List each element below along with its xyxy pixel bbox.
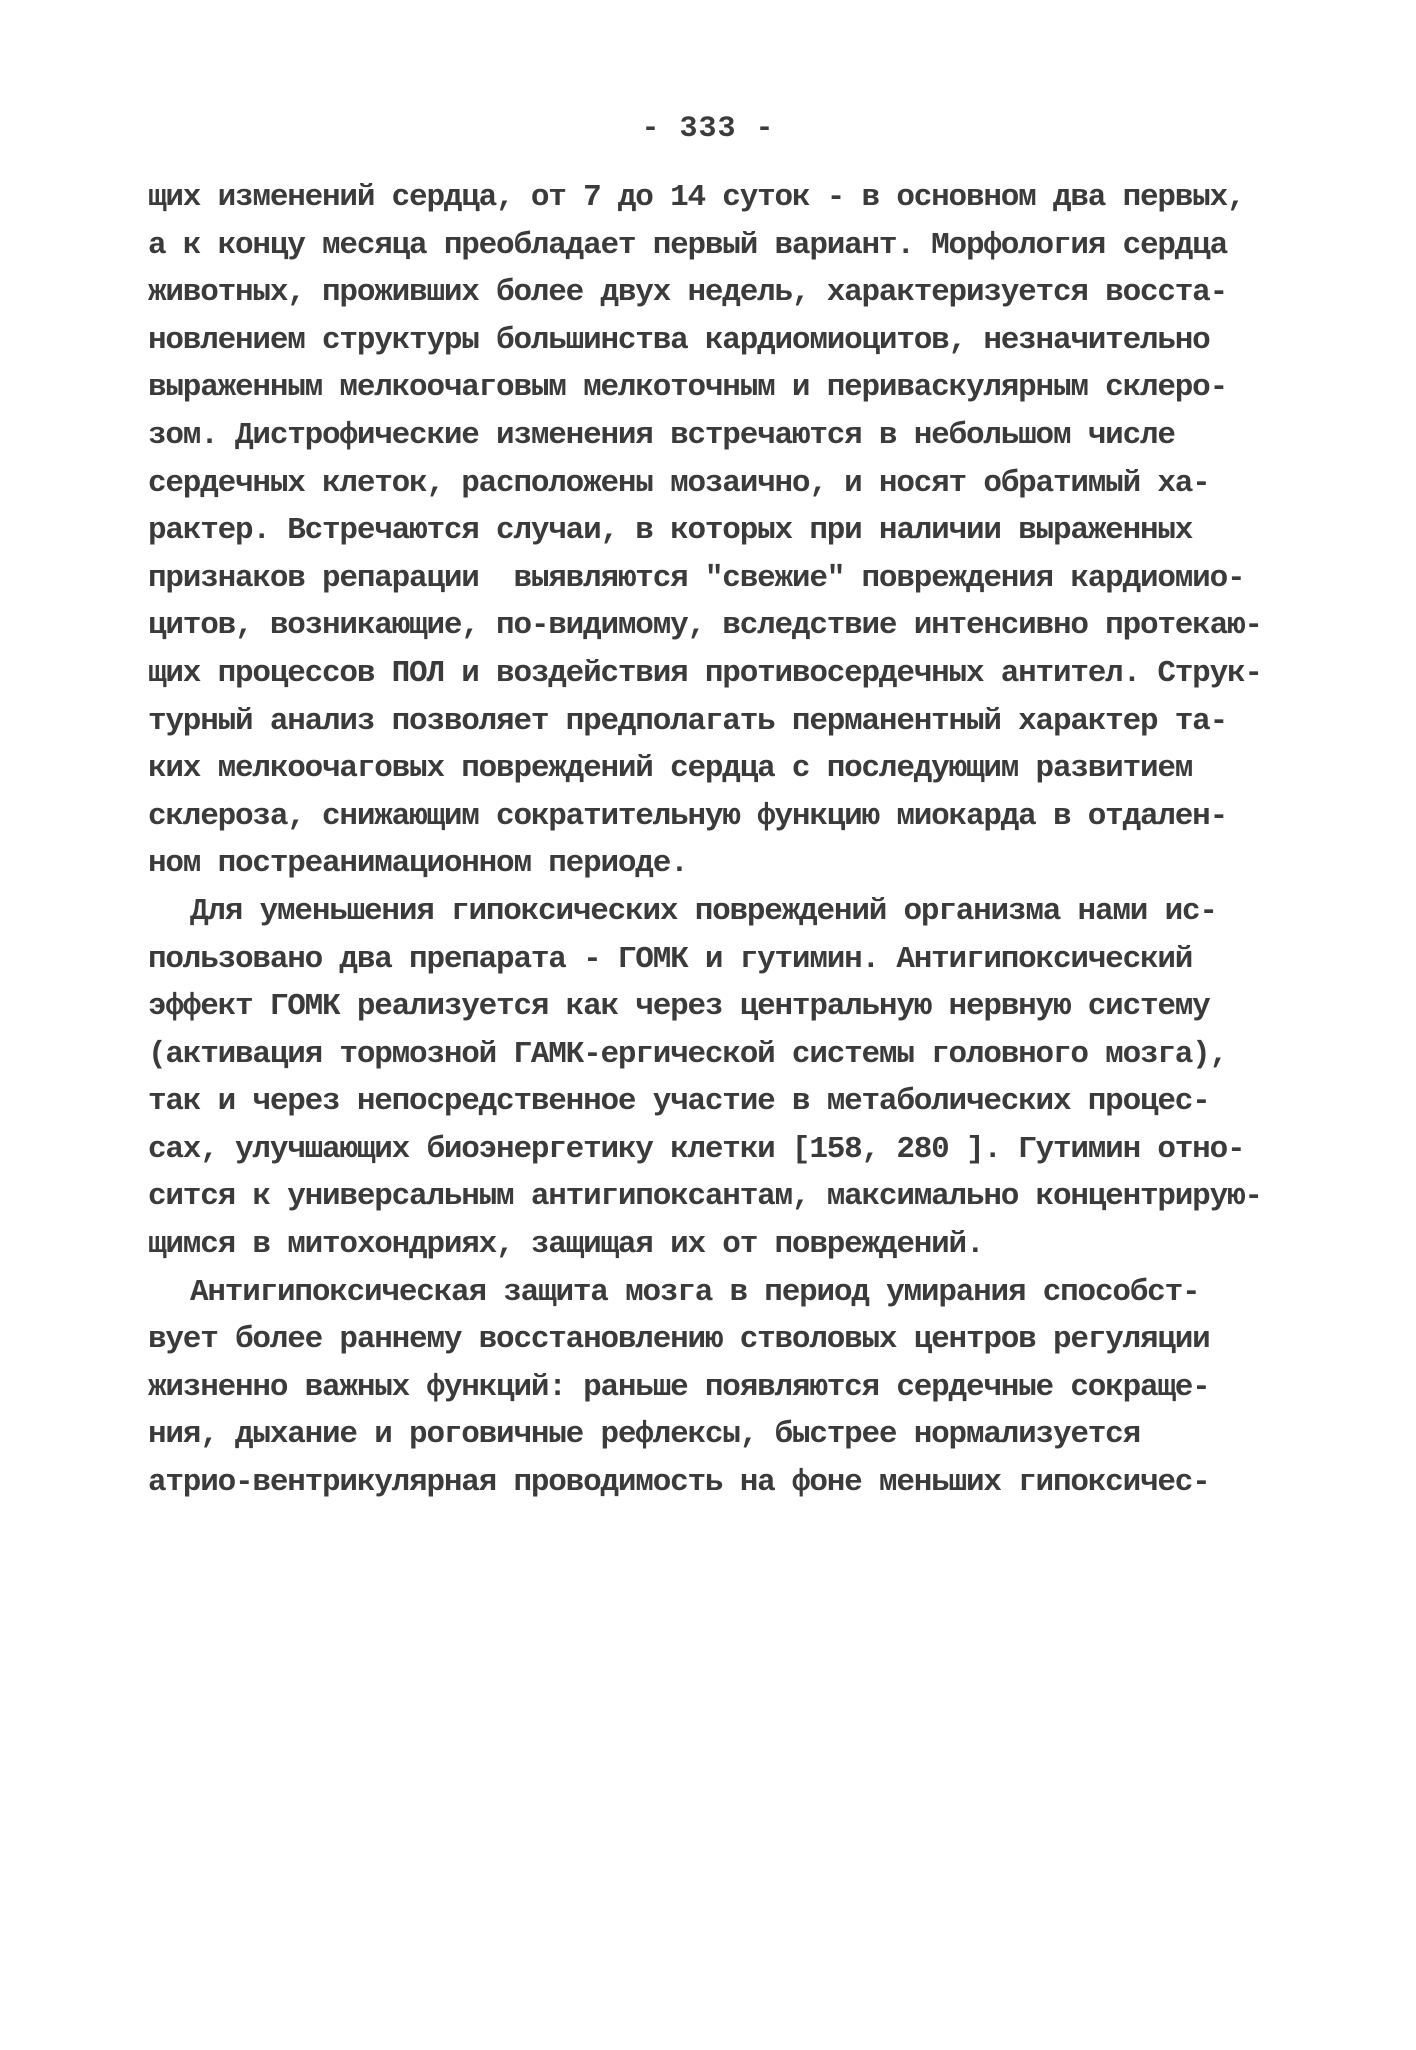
text-line: вует более раннему восстановлению стволовых центров регуляции — [148, 1322, 1210, 1358]
text-line: сах, улучшающих биоэнергетику клетки [158, 280 ]. Гутимин отно- — [148, 1131, 1245, 1167]
text-line: щимся в митохондриях, защищая их от повреждений. — [148, 1227, 984, 1263]
paragraph-1 — [148, 174, 1298, 888]
text-line: (активация тормозной ГАМК-ергической системы головного мозга), — [148, 1036, 1227, 1072]
text-line: цитов, возникающие, по-видимому, вследствие интенсивно протекаю- — [148, 608, 1262, 644]
text-line: жизненно важных функций: раньше появляются сердечные сокраще- — [148, 1369, 1210, 1405]
text-line: признаков репарации выявляются "свежие" повреждения кардиомио- — [148, 560, 1245, 596]
text-line: щих процессов ПОЛ и воздействия противосердечных антител. Струк- — [148, 655, 1262, 691]
text-line: ния, дыхание и роговичные рефлексы, быстрее нормализуется — [148, 1417, 1140, 1453]
text-line: пользовано два препарата - ГОМК и гутимин. Антигипоксический — [148, 941, 1193, 977]
text-line: сердечных клеток, расположены мозаично, и носят обратимый ха- — [148, 465, 1210, 501]
text-line: зом. Дистрофические изменения встречаются в небольшом числе — [148, 417, 1175, 453]
text-line: рактер. Встречаются случаи, в которых при наличии выраженных — [148, 513, 1193, 549]
text-line: выраженным мелкоочаговым мелкоточным и периваскулярным склеро- — [148, 370, 1227, 406]
text-line: эффект ГОМК реализуется как через центральную нервную систему — [148, 989, 1210, 1025]
text-line: атрио-вентрикулярная проводимость на фоне меньших гипоксичес- — [148, 1465, 1210, 1501]
text-line: а к концу месяца преобладает первый вариант. Морфология сердца — [148, 227, 1227, 263]
text-line: ких мелкоочаговых повреждений сердца с последующим развитием — [148, 751, 1193, 787]
text-line: новлением структуры большинства кардиомиоцитов, незначительно — [148, 322, 1210, 358]
text-line: сится к универсальным антигипоксантам, максимально концентрирую- — [148, 1179, 1262, 1215]
paragraph-3 — [148, 1269, 1298, 1507]
paragraph-2 — [148, 888, 1298, 1269]
text-line: турный анализ позволяет предполагать перманентный характер та- — [148, 703, 1227, 739]
text-line: склероза, снижающим сократительную функцию миокарда в отдален- — [148, 798, 1227, 834]
page-number: - 333 - — [641, 112, 775, 146]
text-line: животных, проживших более двух недель, характеризуется восста- — [148, 275, 1227, 311]
body-text — [148, 174, 1298, 1507]
text-line: Антигипоксическая защита мозга в период умирания способст- — [190, 1274, 1200, 1310]
text-line: ном постреанимационном периоде. — [148, 846, 688, 882]
text-line: так и через непосредственное участие в метаболических процес- — [148, 1084, 1210, 1120]
text-line: щих изменений сердца, от 7 до 14 суток - в основном два первых, — [148, 180, 1245, 215]
text-line: Для уменьшения гипоксических повреждений организма нами ис- — [190, 893, 1217, 929]
